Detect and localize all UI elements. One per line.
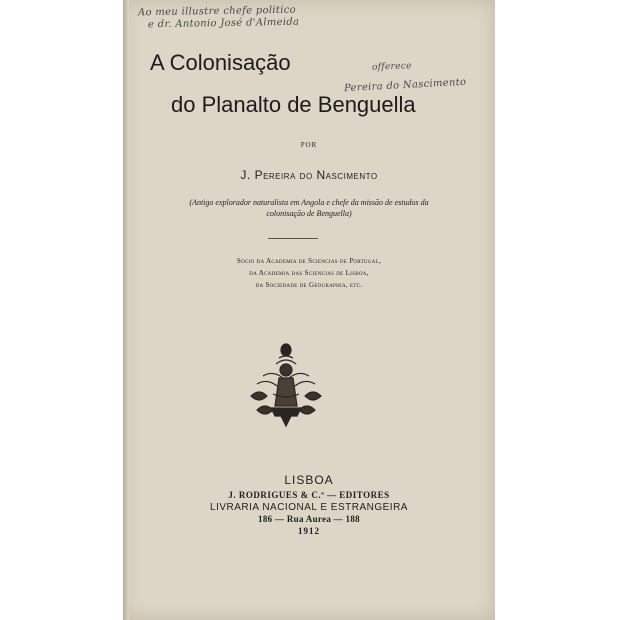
society-line-1: Socio da Academia de Sciencias de Portugal,	[236, 257, 382, 265]
inscription-line-2: e dr. Antonio José d'Almeida	[147, 16, 300, 31]
imprint-publisher: J. RODRIGUES & C.ª — EDITORES	[228, 490, 390, 500]
societies-block	[123, 255, 495, 291]
inscription-line-3: offerece	[371, 61, 412, 73]
society-line-2: da Academia das Sciencias de Lisboa,	[249, 269, 369, 277]
author-initial: J.	[240, 168, 251, 182]
title-line-2: do Planalto de Benguella	[171, 92, 416, 117]
emblem-icon	[243, 340, 329, 428]
title-line-1: A Colonisação	[150, 50, 291, 75]
inscription-line-1: Ao meu illustre chefe politico	[137, 4, 297, 19]
imprint-year: 1912	[298, 526, 320, 536]
author-line	[123, 168, 495, 182]
society-line-3: da Sociedade de Geographia, etc.	[255, 281, 363, 289]
inscription-signature: Pereira do Nascimento	[343, 76, 467, 95]
author-description: (Antigo explorador naturalista em Angola e chefe da missão de estudos da colonisação de Benguella)	[189, 198, 429, 218]
imprint-address: 186 — Rua Aurea — 188	[258, 514, 360, 524]
by-label: POR	[300, 141, 318, 149]
divider-rule	[268, 238, 318, 239]
imprint-bookstore: LIVRARIA NACIONAL E ESTRANGEIRA	[210, 502, 408, 513]
imprint-city: LISBOA	[284, 473, 334, 487]
author-name: Pereira do Nascimento	[254, 168, 378, 182]
